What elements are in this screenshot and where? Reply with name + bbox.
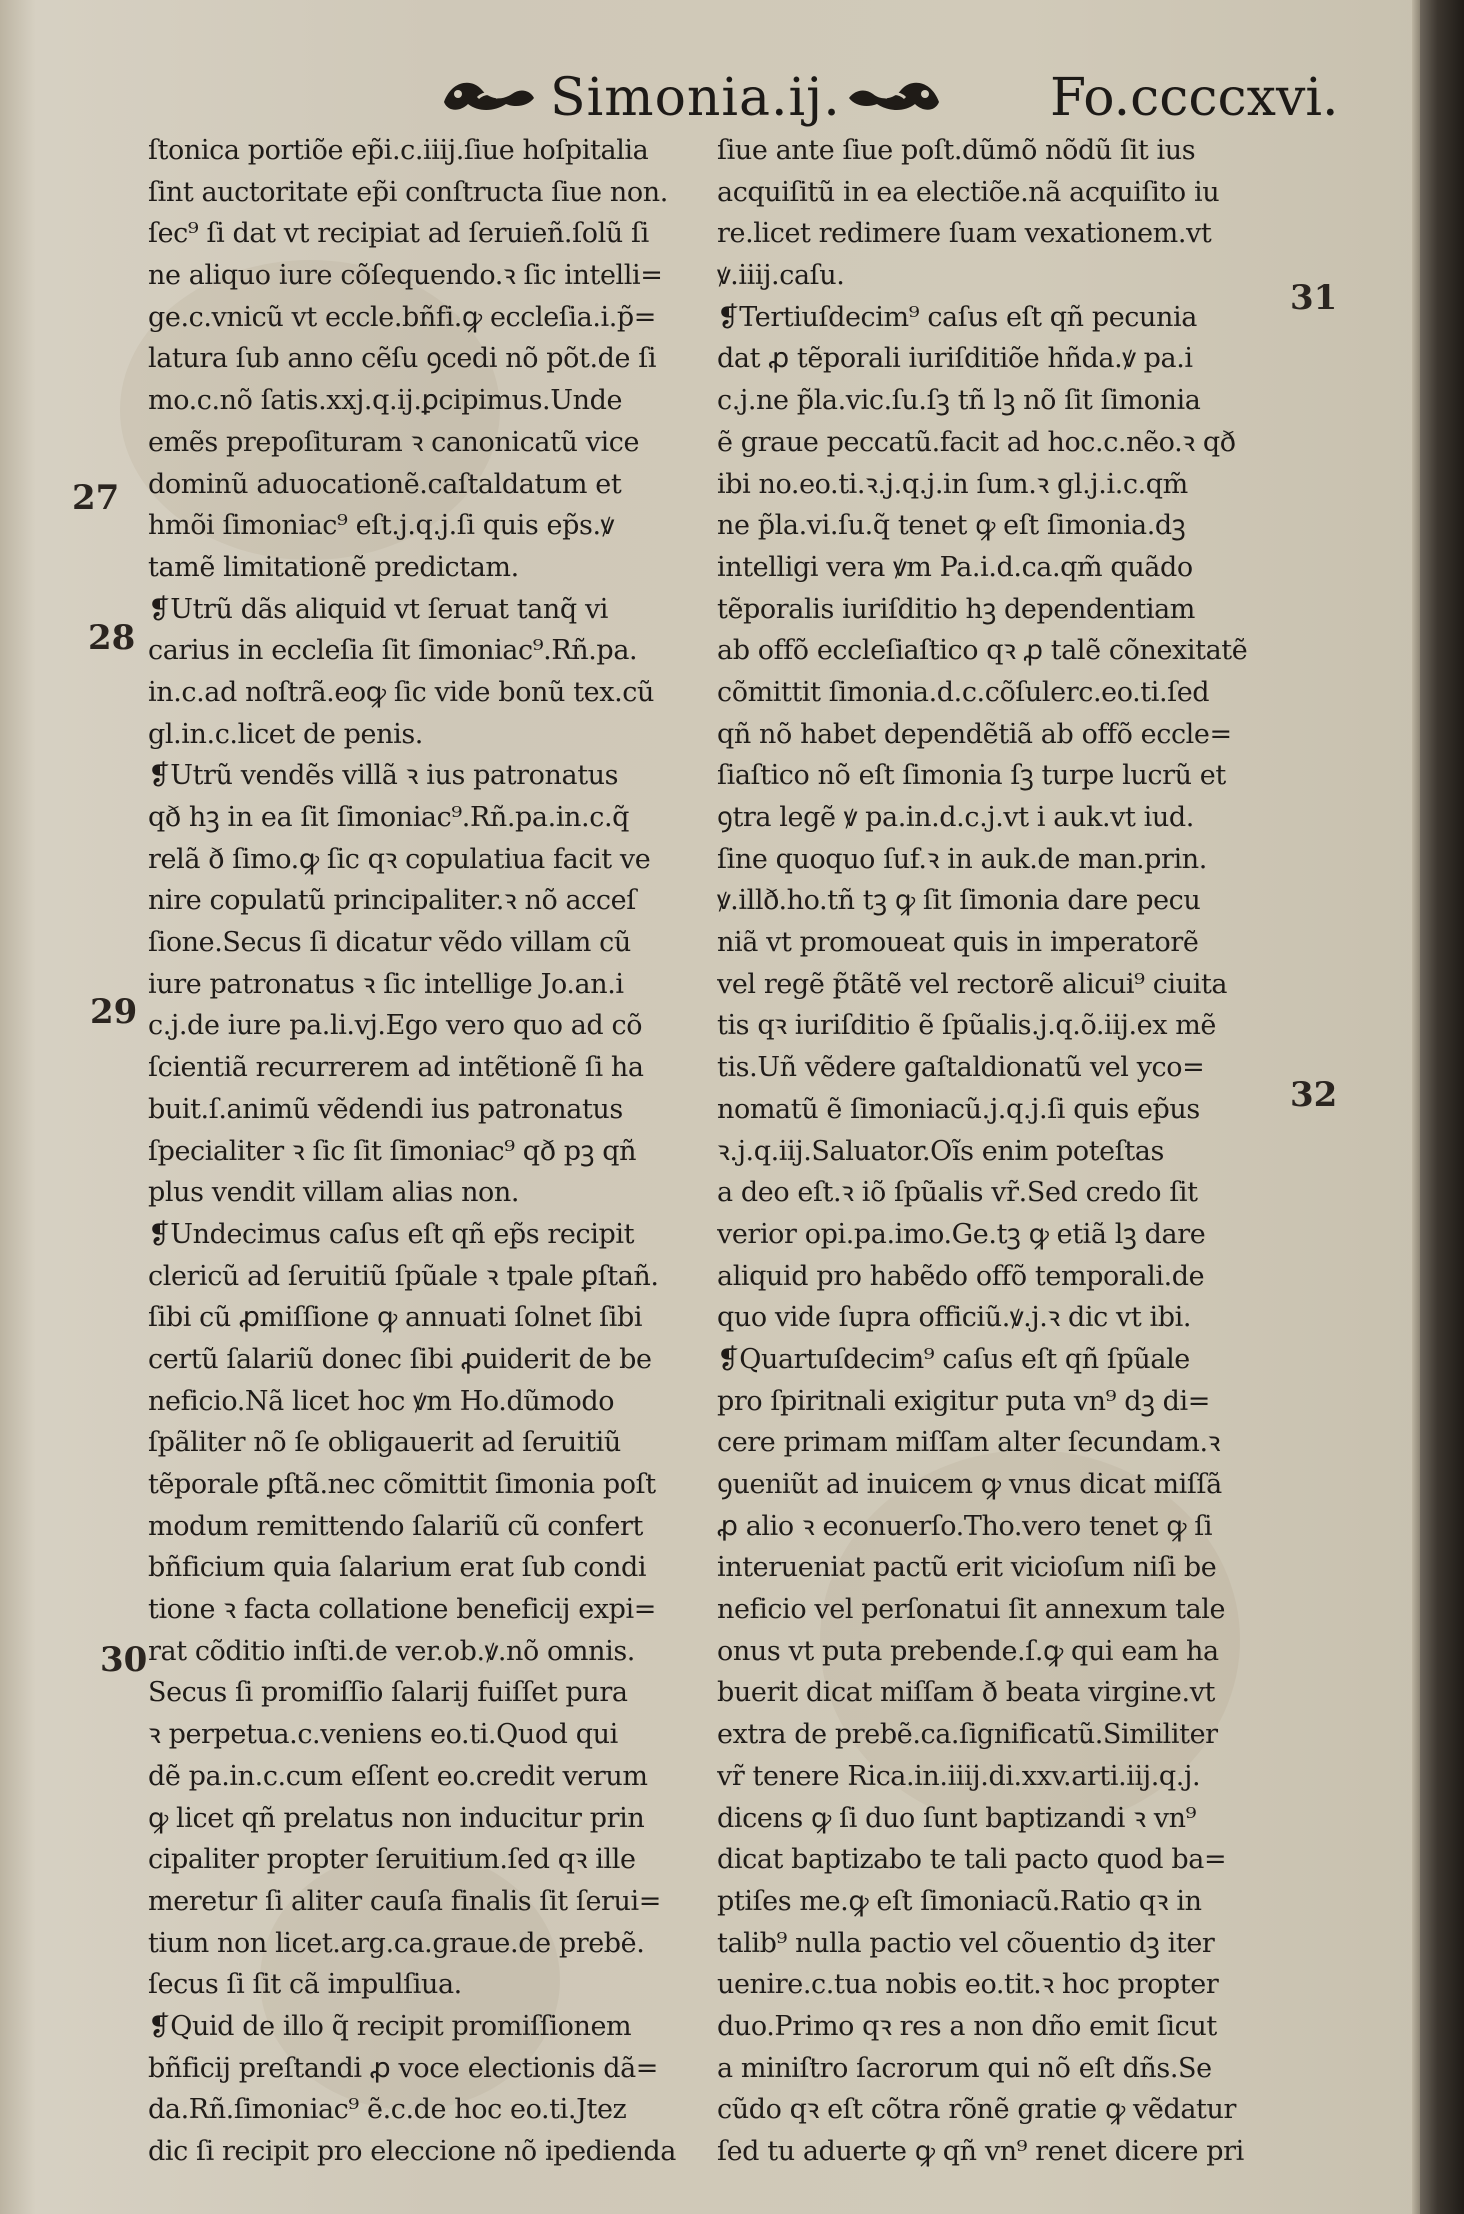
text-line: vr̃ tenere Rica.in.iiij.di.xxv.arti.iij.q.j. [717,1760,1201,1792]
margin-number-27: 27 [72,478,120,518]
text-line: ꝯueniũt ad inuicem ꝙ vnus dicat miſſã [717,1469,1222,1500]
text-line: ſcientiã recurrerem ad intẽtionẽ ſi ha [148,1052,644,1084]
text-line: cipaliter propter ſeruitium.ſed qꝛ ille [148,1844,636,1876]
text-line: ꝙ licet qñ prelatus non inducitur prin [148,1802,645,1834]
text-line: a miniſtro ſacrorum qui nõ eſt dñs.Se [717,2052,1212,2084]
text-line: intelligi vera ꝟm Pa.i.d.ca.qm̃ quãdo [717,551,1193,583]
text-line: ſiue ante ſiue poſt.dũmõ nõdũ ſit ius [717,135,1196,166]
text-line: tis.Uñ vẽdere gaſtaldionatũ vel yco= [717,1052,1205,1084]
text-line: gl.in.c.licet de penis. [148,718,423,750]
text-line: dẽ pa.in.c.cum eſſent eo.credit verum [148,1760,648,1792]
text-line: nomatũ ẽ ſimoniacũ.j.q.j.ſi quis ep̃us [717,1093,1200,1125]
text-line: ❡Tertiuſdecim⁹ caſus eſt qñ pecunia [717,301,1197,333]
text-line: ꝛ.j.q.iij.Saluator.Oĩs enim poteſtas [717,1135,1164,1167]
text-line: ſtonica portiõe ep̃i.c.iiij.ſiue hoſpitalia [148,135,649,166]
running-header [420,58,1340,138]
text-line: ſione.Secus ſi dicatur vẽdo villam cũ [148,927,631,959]
text-line: ❡Quartuſdecim⁹ caſus eſt qñ ſpũale [717,1343,1190,1375]
text-line: ꝯtra legẽ ꝟ pa.in.d.c.j.vt i auk.vt iud. [717,802,1194,833]
text-line: hmõi ſimoniac⁹ eſt.j.q.j.ſi quis ep̃s.ꝟ [148,510,614,542]
text-line: relã ð ſimo.ꝙ ſic qꝛ copulatiua facit ve [148,843,651,875]
text-line: ne p̃la.vi.ſu.q̃ tenet ꝙ eſt ſimonia.dꝫ [717,510,1186,542]
text-line: uenire.c.tua nobis eo.tit.ꝛ hoc propter [717,1969,1219,2001]
text-line: cũdo qꝛ eſt cõtra rõnẽ gratie ꝙ vẽdatur [717,2094,1236,2126]
page-shadow [1420,0,1464,2214]
binding-fold [0,0,36,2214]
text-line: ſecus ſi ſit cã impulſiua. [148,1969,462,2001]
text-line: ſibi cũ ꝓmiſſione ꝙ annuati ſolnet ſibi [148,1302,643,1334]
text-line: c.j.ne p̃la.vic.ſu.ſꝫ tñ lꝫ nõ ſit ſimonia [717,385,1201,417]
text-line: ſec⁹ ſi dat vt recipiat ad ſeruieñ.ſolũ ſi [148,218,649,250]
text-line: in.c.ad noſtrã.eoꝙ ſic vide bonũ tex.cũ [148,676,654,708]
text-line: dic ſi recipit pro eleccione nõ ipedienda [148,2136,676,2167]
text-line: ꝛ perpetua.c.veniens eo.ti.Quod qui [148,1719,618,1751]
text-line: niã vt promoueat quis in imperatorẽ [717,927,1199,959]
text-line: dat ꝓ tẽporali iuriſditiõe hñda.ꝟ pa.i [717,343,1193,375]
text-line: qñ nõ habet dependẽtiã ab offõ eccle= [717,718,1232,750]
page-edge [1412,0,1420,2214]
margin-number-28: 28 [88,618,136,658]
text-line: ẽ graue peccatũ.facit ad hoc.c.nẽo.ꝛ qð [717,426,1236,458]
text-line: re.licet redimere ſuam vexationem.vt [717,218,1212,250]
text-line: ſint auctoritate ep̃i conſtructa ſiue non. [148,176,668,208]
text-line: acquiſitũ in ea electiõe.nã acquiſito iu [717,176,1220,208]
text-line: ꝟ.iiij.caſu. [717,260,845,292]
text-line: ſpãliter nõ ſe obligauerit ad ſeruitiũ [148,1427,621,1459]
text-line: tis qꝛ iuriſditio ẽ ſpũalis.j.q.õ.iij.ex mẽ [717,1010,1217,1042]
right-text-column [717,130,1282,2173]
margin-number-32: 32 [1290,1075,1338,1115]
folio-number: Fo.ccccxvi. [1050,68,1339,128]
left-text-column [148,130,708,2173]
text-line: rat cõditio inſti.de ver.ob.ꝟ.nõ omnis. [148,1635,635,1667]
text-line: neficio.Nã licet hoc ꝟm Ho.dũmodo [148,1385,615,1417]
text-line: cere primam miſſam alter ſecundam.ꝛ [717,1427,1221,1459]
text-line: ge.c.vnicũ vt eccle.bñfi.ꝙ eccleſia.i.p̃= [148,301,657,333]
text-line: emẽs prepoſituram ꝛ canonicatũ vice [148,426,640,458]
text-line: ❡Undecimus caſus eſt qñ ep̃s recipit [148,1218,635,1250]
text-line: dicat baptizabo te tali pacto quod ba= [717,1844,1227,1876]
text-line: neficio vel perſonatui ſit annexum tale [717,1594,1226,1626]
text-line: ſed tu aduerte ꝙ qñ vn⁹ renet dicere pri [717,2136,1244,2167]
text-line: buit.ſ.animũ vẽdendi ius patronatus [148,1093,623,1125]
text-line: carius in eccleſia ſit ſimoniac⁹.Rñ.pa. [148,635,638,667]
text-line: bñficium quia ſalarium erat ſub condi [148,1552,647,1584]
text-line: certũ ſalariũ donec ſibi ꝓuiderit de be [148,1343,652,1375]
text-line: nire copulatũ principaliter.ꝛ nõ acceſ [148,885,636,917]
text-line: interueniat pactũ erit vicioſum niſi be [717,1552,1217,1584]
text-line: tẽporale ꝑſtã.nec cõmittit ſimonia poſt [148,1469,656,1500]
text-line: ſine quoquo ſuf.ꝛ in auk.de man.prin. [717,843,1207,875]
text-line: ❡Quid de illo q̃ recipit promiſſionem [148,2010,632,2042]
text-line: ❡Utrũ vendẽs villã ꝛ ius patronatus [148,760,619,792]
margin-number-29: 29 [90,992,138,1032]
text-line: modum remittendo ſalariũ cũ confert [148,1510,643,1542]
text-line: da.Rñ.ſimoniac⁹ ẽ.c.de hoc eo.ti.Jtez [148,2094,627,2126]
text-line: ſpecialiter ꝛ ſic ſit ſimoniac⁹ qð pꝫ qñ [148,1135,637,1167]
text-line: pro ſpiritnali exigitur puta vn⁹ dꝫ di= [717,1385,1211,1417]
text-line: aliquid pro habẽdo offõ temporali.de [717,1260,1205,1292]
text-line: vel regẽ p̃tãtẽ vel rectorẽ alicui⁹ ciuita [717,968,1228,1000]
text-line: talib⁹ nulla pactio vel cõuentio dꝫ iter [717,1927,1215,1959]
margin-number-31: 31 [1290,278,1338,318]
text-line: qð hꝫ in ea ſit ſimoniac⁹.Rñ.pa.in.c.q̃ [148,802,630,833]
text-line: ab offõ eccleſiaſtico qꝛ ꝓ talẽ cõnexitatẽ [717,635,1248,667]
text-line: c.j.de iure pa.li.vj.Ego vero quo ad cõ [148,1010,643,1042]
text-line: dominũ aduocationẽ.caſtaldatum et [148,468,622,500]
text-line: clericũ ad ſeruitiũ ſpũale ꝛ tpale ꝑſtañ. [148,1260,659,1292]
right-fleuron-ornament [845,72,945,118]
margin-number-30: 30 [100,1640,148,1680]
text-line: ꝟ.illð.ho.tñ tꝫ ꝙ ſit ſimonia dare pecu [717,885,1201,917]
text-line: tium non licet.arg.ca.graue.de prebẽ. [148,1927,645,1959]
text-line: a deo eſt.ꝛ iõ ſpũalis vr̃.Sed credo ſit [717,1177,1198,1209]
text-line: cõmittit ſimonia.d.c.cõſulerc.eo.ti.ſed [717,676,1210,708]
text-line: mo.c.nõ ſatis.xxj.q.ij.ꝑcipimus.Unde [148,385,623,417]
text-line: tẽporalis iuriſditio hꝫ dependentiam [717,593,1196,625]
text-line: meretur ſi aliter cauſa finalis ſit ſerui= [148,1885,661,1917]
page-title: Simonia.ij. [550,68,841,128]
text-line: plus vendit villam alias non. [148,1177,520,1209]
text-line: ꝓ alio ꝛ econuerſo.Tho.vero tenet ꝙ ſi [717,1510,1213,1542]
text-line: dicens ꝙ ſi duo ſunt baptizandi ꝛ vn⁹ [717,1802,1197,1834]
text-line: ne aliquo iure cõſequendo.ꝛ ſic intelli= [148,260,663,292]
text-line: ❡Utrũ dãs aliquid vt ſeruat tanq̃ vi [148,593,609,625]
text-line: iure patronatus ꝛ ſic intellige Jo.an.i [148,968,624,1000]
text-line: bñficij preſtandi ꝓ voce electionis dã= [148,2052,659,2084]
text-line: buerit dicat miſſam ð beata virgine.vt [717,1677,1215,1709]
text-line: tamẽ limitationẽ predictam. [148,551,519,583]
text-line: extra de prebẽ.ca.ſignificatũ.Similiter [717,1719,1218,1751]
text-line: ibi no.eo.ti.ꝛ.j.q.j.in ſum.ꝛ gl.j.i.c.qm̃ [717,468,1188,500]
text-line: latura ſub anno cẽſu ꝯcedi nõ põt.de ſi [148,343,657,375]
text-line: quo vide ſupra officiũ.ꝟ.j.ꝛ dic vt ibi. [717,1302,1192,1334]
text-line: Secus ſi promiſſio ſalarij fuiſſet pura [148,1677,628,1709]
text-line: ptiſes me.ꝙ eſt ſimoniacũ.Ratio qꝛ in [717,1885,1202,1917]
text-line: duo.Primo qꝛ res a non dño emit ſicut [717,2010,1217,2042]
text-line: verior opi.pa.imo.Ge.tꝫ ꝙ etiã lꝫ dare [717,1218,1206,1250]
left-fleuron-ornament [438,72,538,118]
text-line: ſiaſtico nõ eſt ſimonia ſꝫ turpe lucrũ et [717,760,1226,792]
text-line: tione ꝛ facta collatione beneficij expi= [148,1594,656,1626]
text-line: onus vt puta prebende.ſ.ꝙ qui eam ha [717,1635,1219,1667]
